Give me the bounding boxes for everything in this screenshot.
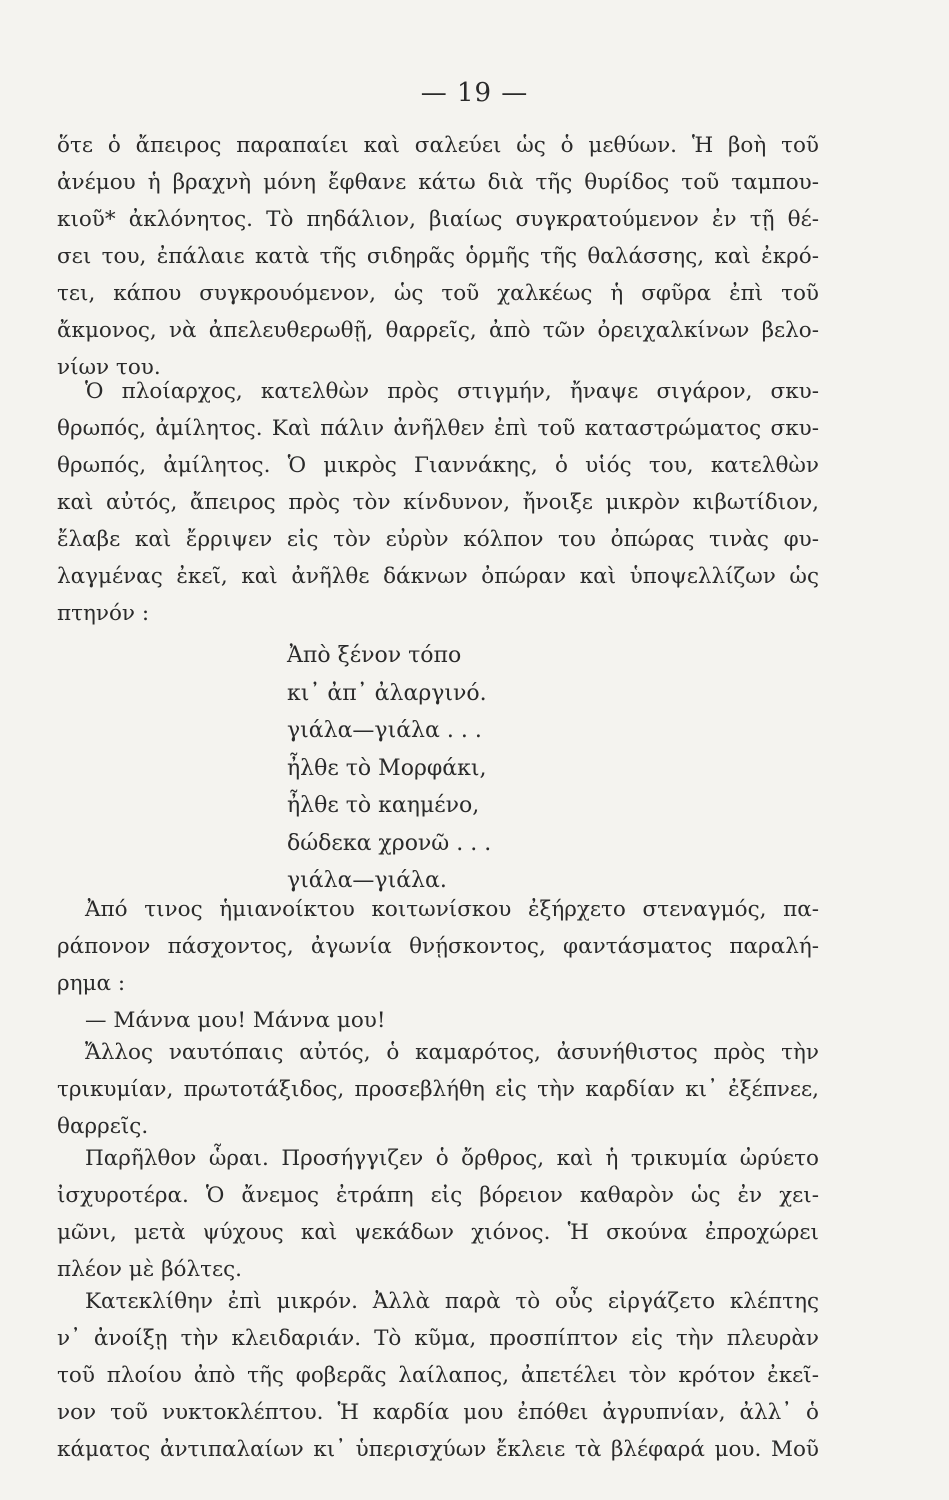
text-line: Παρῆλθον ὧραι. Προσήγγιζεν ὁ ὄρθρος, καὶ ἡ τρικυμία ὠρύετο	[85, 1146, 819, 1171]
text-line: σει του, ἐπάλαιε κατὰ τῆς σιδηρᾶς ὁρμῆς τῆς θαλάσσης, καὶ ἐκρό-	[57, 244, 819, 269]
paragraph-2	[57, 373, 819, 632]
text-line: ἔλαβε καὶ ἔρριψεν εἰς τὸν εὐρὺν κόλπον του ὀπώρας τινὰς φυ-	[57, 527, 819, 552]
paragraph-1	[57, 127, 819, 386]
text-line: νίων του.	[57, 355, 161, 380]
text-line: ρημα :	[57, 971, 126, 996]
text-line: τρικυμίαν, πρωτοτάξιδος, προσεβλήθη εἰς τὴν καρδίαν κι᾽ ἐξέπνεε,	[57, 1077, 819, 1102]
exclamation: — Μάννα μου! Μάννα μου!	[85, 1008, 386, 1033]
text-line: Ἀπό τινος ἡμιανοίκτου κοιτωνίσκου ἐξήρχετο στεναγμός, πα-	[85, 897, 819, 922]
paragraph-4	[57, 1034, 819, 1145]
poem-line: γιάλα—γιάλα . . .	[287, 718, 482, 743]
text-line: ἀνέμου ἡ βραχνὴ μόνη ἔφθανε κάτω διὰ τῆς θυρίδος τοῦ ταμπου-	[57, 170, 819, 195]
text-line: τει, κάπου συγκρουόμενον, ὡς τοῦ χαλκέως ἡ σφῦρα ἐπὶ τοῦ	[57, 281, 819, 306]
text-line: ράπονον πάσχοντος, ἀγωνία θνῄσκοντος, φαντάσματος παραλή-	[57, 934, 819, 959]
text-line: Κατεκλίθην ἐπὶ μικρόν. Ἀλλὰ παρὰ τὸ οὖς εἰργάζετο κλέπτης	[85, 1289, 819, 1314]
text-line: κιοῦ* ἀκλόνητος. Τὸ πηδάλιον, βιαίως συγκρατούμενον ἐν τῇ θέ-	[57, 207, 819, 232]
text-line: θρωπός, ἀμίλητος. Καὶ πάλιν ἀνῆλθεν ἐπὶ τοῦ καταστρώματος σκυ-	[57, 416, 819, 441]
poem-line: κι᾽ ἀπ᾽ ἀλαργινό.	[287, 680, 487, 706]
text-line: θαρρεῖς.	[57, 1114, 149, 1139]
poem-line: γιάλα—γιάλα.	[287, 868, 447, 893]
paragraph-3	[57, 891, 819, 1039]
text-line: καὶ αὐτός, ἄπειρος πρὸς τὸν κίνδυνον, ἤνοιξε μικρὸν κιβωτίδιον,	[57, 490, 819, 515]
text-line: θρωπός, ἀμίλητος. Ὁ μικρὸς Γιαννάκης, ὁ υἱός του, κατελθὼν	[57, 453, 819, 478]
page-number: — 19 —	[420, 78, 529, 108]
text-line: πτηνόν :	[57, 601, 150, 626]
text-line: ὅτε ὁ ἄπειρος παραπαίει καὶ σαλεύει ὡς ὁ μεθύων. Ἡ βοὴ τοῦ	[57, 133, 819, 158]
text-line: κάματος ἀντιπαλαίων κι᾽ ὑπερισχύων ἔκλειε τὰ βλέφαρά μου. Μοῦ	[57, 1437, 819, 1462]
text-line: ν᾽ ἀνοίξῃ τὴν κλειδαριάν. Τὸ κῦμα, προσπίπτον εἰς τὴν πλευρὰν	[57, 1326, 819, 1351]
poem-line: ἦλθε τὸ Μορφάκι,	[287, 755, 487, 781]
text-line: τοῦ πλοίου ἀπὸ τῆς φοβερᾶς λαίλαπος, ἀπετέλει τὸν κρότον ἐκεῖ-	[57, 1363, 819, 1388]
text-line: μῶνι, μετὰ ψύχους καὶ ψεκάδων χιόνος. Ἡ σκούνα ἐπροχώρει	[57, 1220, 819, 1245]
text-line: λαγμένας ἐκεῖ, καὶ ἀνῆλθε δάκνων ὀπώραν καὶ ὑποψελλίζων ὡς	[57, 564, 819, 589]
paragraph-5	[57, 1140, 819, 1288]
paragraph-6	[57, 1283, 819, 1468]
text-line: ἰσχυροτέρα. Ὁ ἄνεμος ἐτράπη εἰς βόρειον καθαρὸν ὡς ἐν χει-	[57, 1183, 819, 1208]
text-line: ἄκμονος, νὰ ἀπελευθερωθῇ, θαρρεῖς, ἀπὸ τῶν ὀρειχαλκίνων βελο-	[57, 318, 819, 343]
poem-line: ἦλθε τὸ καημένο,	[287, 793, 480, 818]
poem	[287, 637, 687, 900]
text-line: Ἄλλος ναυτόπαις αὐτός, ὁ καμαρότος, ἀσυνήθιστος πρὸς τὴν	[85, 1040, 819, 1065]
text-line: πλέον μὲ βόλτες.	[57, 1257, 242, 1282]
text-line: Ὁ πλοίαρχος, κατελθὼν πρὸς στιγμήν, ἤναψε σιγάρον, σκυ-	[85, 379, 819, 404]
poem-line: Ἀπὸ ξένον τόπο	[287, 643, 462, 668]
text-line: νον τοῦ νυκτοκλέπτου. Ἡ καρδία μου ἐπόθει ἀγρυπνίαν, ἀλλ᾽ ὁ	[57, 1400, 819, 1425]
poem-line: δώδεκα χρονῶ . . .	[287, 830, 492, 856]
